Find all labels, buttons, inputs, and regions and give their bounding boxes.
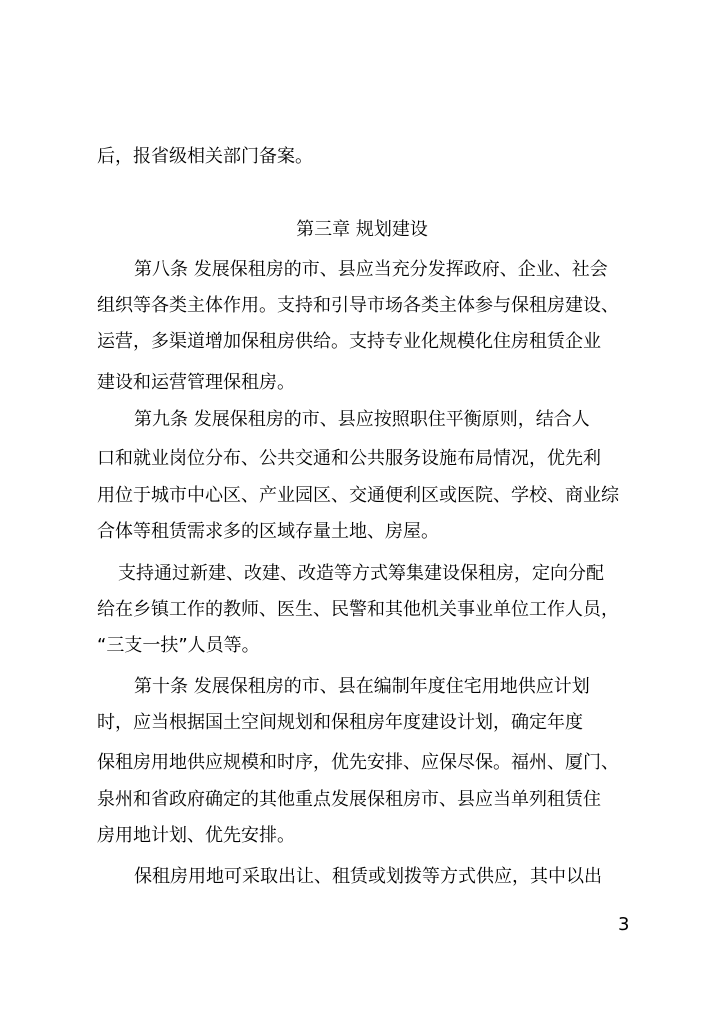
- text-line: 运营，多渠道增加保租房供给。支持专业化规模化住房租赁企业: [97, 331, 601, 352]
- text-line: 保租房用地供应规模和时序，优先安排、应保尽保。福州、厦门、: [97, 752, 619, 773]
- text-line: 合体等租赁需求多的区域存量土地、房屋。: [97, 521, 439, 542]
- paragraph-first-line: 保租房用地可采取出让、租赁或划拨等方式供应，其中以出: [134, 866, 602, 887]
- article-9-line-1: 第九条 发展保租房的市、县应按照职住平衡原则，结合人: [134, 409, 590, 430]
- article-10-line-1: 第十条 发展保租房的市、县在编制年度住宅用地供应计划: [134, 676, 590, 697]
- paragraph-first-line: 支持通过新建、改建、改造等方式筹集建设保租房，定向分配: [118, 563, 604, 584]
- text-line: 建设和运营管理保租房。: [97, 372, 295, 393]
- text-line: 时，应当根据国土空间规划和保租房年度建设计划，确定年度: [97, 712, 583, 733]
- text-line: “三支一扶”人员等。: [97, 635, 260, 656]
- text-line: 用位于城市中心区、产业园区、交通便利区或医院、学校、商业综: [97, 485, 619, 506]
- chapter-title: 第三章 规划建设: [296, 219, 428, 240]
- text-line: 口和就业岗位分布、公共交通和公共服务设施布局情况，优先利: [97, 448, 601, 469]
- page-number: 3: [618, 914, 630, 935]
- text-line: 组织等各类主体作用。支持和引导市场各类主体参与保租房建设、: [97, 295, 619, 316]
- article-8-line-1: 第八条 发展保租房的市、县应当充分发挥政府、企业、社会: [134, 259, 608, 280]
- text-line: 泉州和省政府确定的其他重点发展保租房市、县应当单列租赁住: [97, 789, 601, 810]
- text-line: 后，报省级相关部门备案。: [97, 146, 313, 167]
- text-line: 给在乡镇工作的教师、医生、民警和其他机关事业单位工作人员，: [97, 599, 619, 620]
- text-line: 房用地计划、优先安排。: [97, 825, 295, 846]
